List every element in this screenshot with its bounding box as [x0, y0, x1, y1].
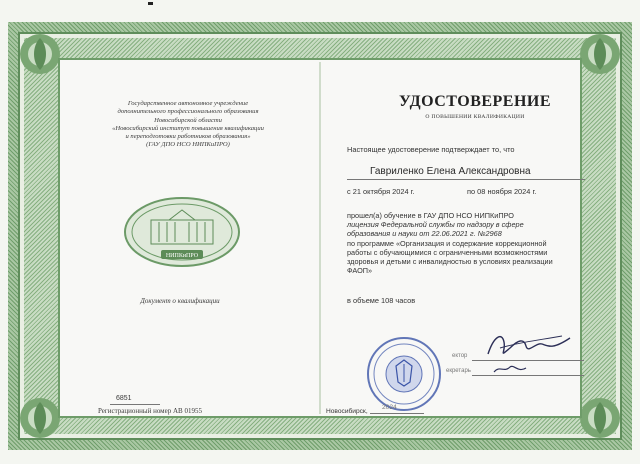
org-line: «Новосибирский институт повышения квалификации: [112, 124, 264, 132]
program-line: по программе «Организация и содержание коррекционной: [347, 238, 547, 248]
program-line: ФАОП»: [347, 266, 373, 276]
corner-ornament-bottom-right: [574, 392, 626, 444]
date-line: [370, 413, 424, 414]
issue-year: 2024: [382, 404, 397, 411]
issuing-organization: [88, 100, 288, 150]
license-line: лицензия Федеральной службы по надзору в сфере: [347, 220, 524, 230]
institute-emblem: [123, 196, 241, 268]
body-line: прошел(а) обучение в ГАУ ДПО НСО НИПКиПРО: [347, 211, 514, 220]
program-line: работы с обучающимися с ограниченными возможностями: [347, 247, 548, 257]
secretary-label: екретарь: [446, 368, 471, 374]
org-line: дополнительного профессионального образования: [117, 108, 259, 116]
official-seal: [366, 336, 442, 412]
holder-name: Гавриленко Елена Александровна: [370, 166, 531, 177]
training-details: [347, 211, 585, 275]
certificate-subtitle: О ПОВЫШЕНИИ КВАЛИФИКАЦИИ: [425, 114, 525, 120]
corner-ornament-top-left: [14, 28, 66, 80]
date-from: с 21 октября 2024 г.: [347, 187, 415, 196]
emblem-text: НИПКиПРО: [165, 253, 199, 259]
org-line: и переподготовки работников образования»: [125, 133, 251, 141]
registration-label: Регистрационный номер АВ 01955: [98, 407, 202, 415]
rector-label: ектор: [452, 353, 468, 359]
certificate-title: УДОСТОВЕРЕНИЕ: [398, 93, 552, 110]
reg-number-line: [110, 404, 160, 405]
hours-text: в объеме 108 часов: [347, 296, 416, 305]
program-line: здоровья и детьми с инвалидностью в условиях реализации: [347, 257, 553, 267]
registration-number: 6851: [116, 395, 132, 402]
org-line: (ГАУ ДПО НСО НИПКиПРО): [146, 141, 230, 149]
secretary-signature: [492, 362, 532, 374]
secretary-signature-line: [472, 375, 584, 376]
center-fold: [319, 62, 321, 414]
org-line: Новосибирской области: [154, 116, 222, 124]
scan-spot: [148, 2, 153, 5]
document-type-label: Документ о квалификации: [140, 297, 220, 305]
city-label: Новосибирск,: [326, 408, 368, 415]
corner-ornament-top-right: [574, 28, 626, 80]
name-underline: [347, 179, 585, 180]
rector-signature: [480, 328, 580, 362]
corner-ornament-bottom-left: [14, 392, 66, 444]
license-line: образования и науки от 22.06.2021 г. №2968: [347, 229, 502, 239]
confirmation-text: Настоящее удостоверение подтверждает то, что: [347, 145, 515, 154]
date-to: по 08 ноября 2024 г.: [467, 187, 537, 196]
org-line: Государственное автономное учреждение: [127, 100, 249, 107]
